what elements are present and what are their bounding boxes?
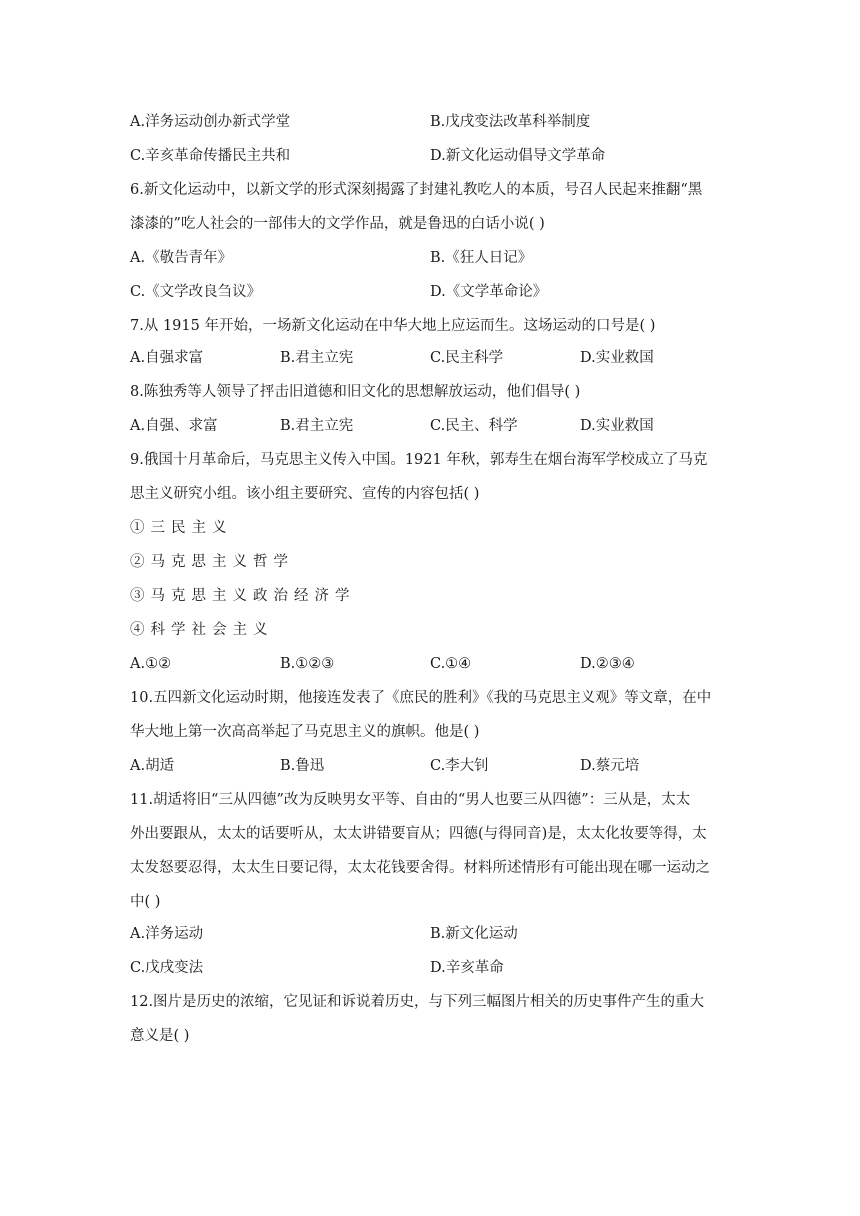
q7-option-d: D.实业救国 [580,350,654,366]
q6-stem-line2: 漆漆的”吃人社会的一部伟大的文学作品，就是鲁迅的白话小说( ) [130,216,545,232]
q7-option-c: C.民主科学 [430,350,504,366]
q8-option-a: A.自强、求富 [130,418,218,434]
q7-option-a: A.自强求富 [130,350,204,366]
q11-stem-line3: 太发怒要忍得，太太生日要记得，太太花钱要舍得。材料所述情形有可能出现在哪一运动之 [130,860,710,876]
q9-option-b: B.①②③ [280,656,335,672]
q10-stem-line2: 华大地上第一次高高举起了马克思主义的旗帜。他是( ) [130,724,480,740]
q11-option-c: C.戊戌变法 [130,960,204,976]
q11-option-d: D.辛亥革命 [430,960,504,976]
q10-option-c: C.李大钊 [430,758,489,774]
q12-stem-line2: 意义是( ) [130,1028,190,1044]
q5-option-c: C.辛亥革命传播民主共和 [130,148,291,164]
q8-option-b: B.君主立宪 [280,418,354,434]
q7-stem-line1: 7.从 1915 年开始，一场新文化运动在中华大地上应运而生。这场运动的口号是( ) [130,318,656,334]
q11-stem-line4: 中( ) [130,894,161,910]
q9-item-3: ③马克思主义政治经济学 [130,588,356,604]
q10-option-b: B.鲁迅 [280,758,325,774]
q11-stem-line2: 外出要跟从，太太的话要听从，太太讲错要盲从；四德(与得同音)是，太太化妆要等得，太 [130,826,707,842]
q9-item-1: ①三民主义 [130,520,233,536]
q10-option-a: A.胡适 [130,758,175,774]
q6-option-d: D.《文学革命论》 [430,284,548,300]
q10-stem-line1: 10.五四新文化运动时期，他接连发表了《庶民的胜利》《我的马克思主义观》等文章，在中 [130,690,712,706]
q5-option-b: B.戊戌变法改革科举制度 [430,114,591,130]
q7-option-b: B.君主立宪 [280,350,354,366]
q11-option-b: B.新文化运动 [430,926,518,942]
q9-item-4: ④科学社会主义 [130,622,274,638]
q9-option-d: D.②③④ [580,656,635,672]
q9-stem-line2: 思主义研究小组。该小组主要研究、宣传的内容包括( ) [130,486,480,502]
q6-option-b: B.《狂人日记》 [430,250,533,266]
q6-stem-line1: 6.新文化运动中，以新文学的形式深刻揭露了封建礼教吃人的本质，号召人民起来推翻“黑 [130,182,703,198]
q8-stem-line1: 8.陈独秀等人领导了抨击旧道德和旧文化的思想解放运动，他们倡导( ) [130,384,581,400]
q8-option-c: C.民主、科学 [430,418,518,434]
q9-stem-line1: 9.俄国十月革命后，马克思主义传入中国。1921 年秋，郭寿生在烟台海军学校成立了马克 [130,452,708,468]
q6-option-c: C.《文学改良刍议》 [130,284,262,300]
q11-option-a: A.洋务运动 [130,926,204,942]
q12-stem-line1: 12.图片是历史的浓缩，它见证和诉说着历史，与下列三幅图片相关的历史事件产生的重大 [130,994,705,1010]
q6-option-a: A.《敬告青年》 [130,250,233,266]
q8-option-d: D.实业救国 [580,418,654,434]
q9-item-2: ②马克思主义哲学 [130,554,294,570]
q10-option-d: D.蔡元培 [580,758,640,774]
q9-option-a: A.①② [130,656,172,672]
q5-option-d: D.新文化运动倡导文学革命 [430,148,606,164]
q9-option-c: C.①④ [430,656,472,672]
q5-option-a: A.洋务运动创办新式学堂 [130,114,291,130]
q11-stem-line1: 11.胡适将旧“三从四德”改为反映男女平等、自由的“男人也要三从四德”：三从是，太太 [130,792,691,808]
